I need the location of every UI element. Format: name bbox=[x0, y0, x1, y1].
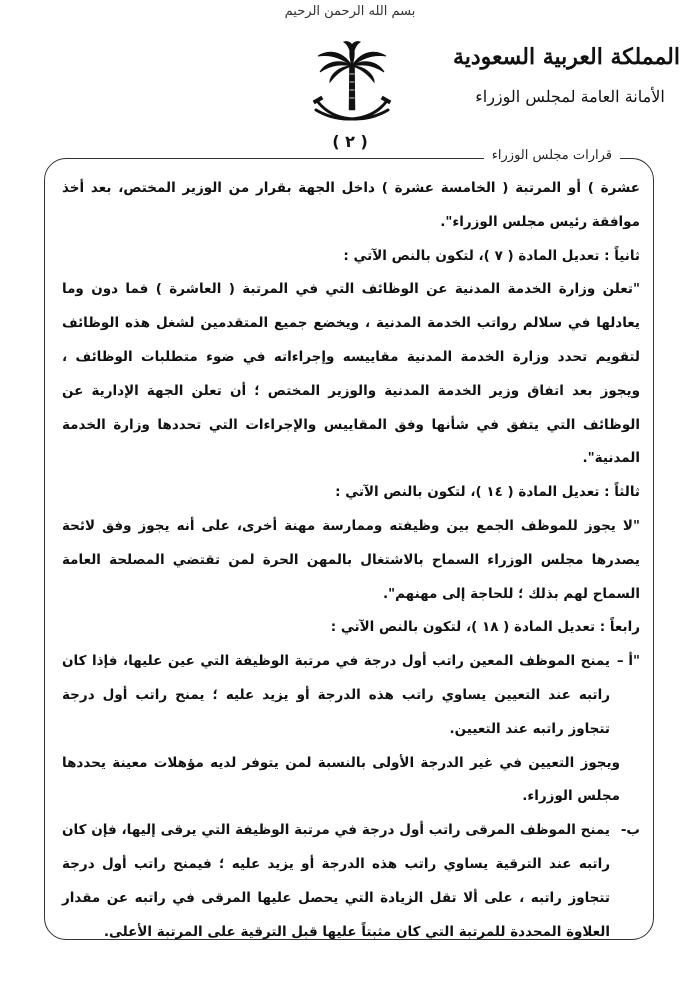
list-item-b bbox=[62, 814, 640, 949]
item-b-text: يمنح الموظف المرقى راتب أول درجة في مرتبة الوظيفة التي يرقى إليها، فإن كان راتبه عند الترقية يساوي راتب هذه الدرجة أو يزيد عليه ؛ فيمنح راتب أول درجة تتجاوز راتبه ، على ألا تقل الزيادة التي يحصل عليها المرقى في راتبه عن مقدار العلاوة المحددة للمرتبة التي كان مثبتاً عليها قبل الترقية على المرتبة الأعلى. bbox=[62, 822, 610, 940]
item-b-marker: ب- bbox=[620, 822, 640, 839]
heading-third: ثالثاً : تعديل المادة ( ١٤ )، لتكون بالنص الآتي : bbox=[335, 484, 640, 501]
item-a-note: ويجوز التعيين في غير الدرجة الأولى بالنسبة لمن يتوفر لديه مؤهلات معينة يحددها مجلس الوزراء. bbox=[62, 754, 620, 805]
basmala: بسم الله الرحمن الرحيم bbox=[284, 4, 416, 19]
paragraph-continuation: عشرة ) أو المرتبة ( الخامسة عشرة ) داخل الجهة بقرار من الوزير المختص، بعد أخذ موافقة رئيس مجلس الوزراء". bbox=[62, 180, 640, 230]
item-a-marker: "أ – bbox=[616, 653, 640, 670]
org-subtitle: الأمانة العامة لمجلس الوزراء bbox=[475, 87, 665, 106]
palm-and-crossed-swords-emblem bbox=[304, 36, 400, 132]
section-label: قرارات مجلس الوزراء bbox=[484, 148, 620, 163]
letterhead bbox=[452, 40, 680, 112]
item-a-text: يمنح الموظف المعين راتب أول درجة في مرتبة الوظيفة التي عين عليها، فإذا كان راتبه عند التعيين يساوي راتب هذه الدرجة أو يزيد عليه ؛ يمنح راتب أول درجة تتجاوز راتبه عند التعيين. bbox=[62, 653, 610, 737]
heading-second: ثانياً : تعديل المادة ( ٧ )، لتكون بالنص الآتي : bbox=[343, 247, 640, 264]
org-name: المملكة العربية السعودية bbox=[452, 44, 680, 70]
heading-fourth: رابعاً : تعديل المادة ( ١٨ )، لتكون بالنص الآتي : bbox=[330, 619, 640, 636]
paragraph-article-7: "تعلن وزارة الخدمة المدنية عن الوظائف التي في المرتبة ( العاشرة ) فما دون وما يعادلها في سلالم رواتب الخدمة المدنية ، ويخضع جميع المتقدمين لشغل هذه الوظائف لتقويم تحدد وزارة الخدمة المدنية مقاييسه وإجراءاته في ضوء متطلبات الوظائف ، ويجوز بعد اتفاق وزير الخدمة المدنية والوزير المختص ؛ أن تعلن الجهة الإدارية عن الوظائف التي يتفق في شأنها وفق المقاييس والإجراءات التي تحددها وزارة الخدمة المدنية". bbox=[62, 281, 640, 467]
page-number: ( ٢ ) bbox=[332, 132, 368, 151]
document-body bbox=[62, 172, 640, 949]
list-item-a bbox=[62, 645, 640, 746]
paragraph-article-14: "لا يجوز للموظف الجمع بين وظيفته وممارسة مهنة أخرى، على أنه يجوز وفق لائحة يصدرها مجلس الوزراء السماح بالاشتغال بالمهن الحرة لمن تقتضي المصلحة العامة السماح لهم بذلك ؛ للحاجة إلى مهنهم". bbox=[62, 517, 640, 602]
